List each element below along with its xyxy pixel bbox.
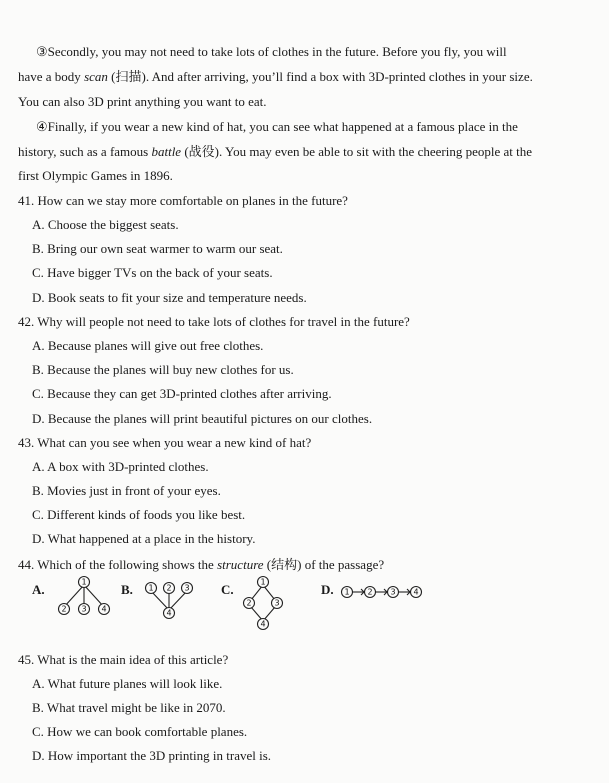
question-45-stem: 45. What is the main idea of this article? bbox=[18, 652, 229, 667]
keyword-scan: scan bbox=[84, 69, 108, 84]
question-41-option-a[interactable]: A. Choose the biggest seats. bbox=[32, 217, 179, 232]
passage-p3-line3: You can also 3D print anything you want to eat. bbox=[18, 94, 267, 109]
svg-text:3: 3 bbox=[390, 587, 396, 597]
question-43-option-c[interactable]: C. Different kinds of foods you like best. bbox=[32, 507, 246, 522]
passage-p3-line2: have a body scan (扫描). And after arriving, you’ll find a box with 3D-printed clothes in your size. bbox=[18, 69, 533, 84]
question-44-option-a[interactable]: A. bbox=[32, 582, 45, 597]
svg-text:2: 2 bbox=[61, 604, 67, 614]
passage-p3-line1: ③Secondly, you may not need to take lots of clothes in the future. Before you fly, you will bbox=[36, 44, 507, 59]
question-45-option-a[interactable]: A. What future planes will look like. bbox=[32, 676, 223, 691]
svg-text:1: 1 bbox=[81, 577, 87, 587]
svg-text:2: 2 bbox=[246, 598, 252, 608]
passage-p4-line2: history, such as a famous battle (战役). You may even be able to sit with the cheering people at the bbox=[18, 144, 532, 159]
svg-text:1: 1 bbox=[260, 577, 266, 587]
svg-text:4: 4 bbox=[413, 587, 419, 597]
question-43-option-b[interactable]: B. Movies just in front of your eyes. bbox=[32, 483, 221, 498]
question-41-option-c[interactable]: C. Have bigger TVs on the back of your seats. bbox=[32, 265, 273, 280]
structure-diagram-c bbox=[238, 574, 288, 632]
question-42-option-c[interactable]: C. Because they can get 3D-printed clothes after arriving. bbox=[32, 386, 332, 401]
question-42-option-b[interactable]: B. Because the planes will buy new clothes for us. bbox=[32, 362, 294, 377]
structure-diagram-d bbox=[340, 582, 424, 602]
question-41-stem: 41. How can we stay more comfortable on planes in the future? bbox=[18, 193, 348, 208]
question-42-option-d[interactable]: D. Because the planes will print beautiful pictures on our clothes. bbox=[32, 411, 373, 426]
svg-text:2: 2 bbox=[166, 583, 172, 593]
question-44-option-b[interactable]: B. bbox=[121, 582, 133, 597]
svg-text:4: 4 bbox=[260, 619, 266, 629]
svg-text:3: 3 bbox=[184, 583, 190, 593]
svg-text:4: 4 bbox=[101, 604, 107, 614]
question-41-option-d[interactable]: D. Book seats to fit your size and temperature needs. bbox=[32, 290, 307, 305]
structure-diagram-a bbox=[52, 574, 112, 620]
question-42-option-a[interactable]: A. Because planes will give out free clothes. bbox=[32, 338, 264, 353]
svg-text:4: 4 bbox=[166, 608, 172, 618]
question-45-option-d[interactable]: D. How important the 3D printing in travel is. bbox=[32, 748, 272, 763]
question-41-option-b[interactable]: B. Bring our own seat warmer to warm our seat. bbox=[32, 241, 283, 256]
question-45-option-c[interactable]: C. How we can book comfortable planes. bbox=[32, 724, 248, 739]
svg-text:1: 1 bbox=[344, 587, 350, 597]
svg-text:2: 2 bbox=[367, 587, 373, 597]
question-44-option-c[interactable]: C. bbox=[221, 582, 234, 597]
question-45-option-b[interactable]: B. What travel might be like in 2070. bbox=[32, 700, 226, 715]
svg-text:3: 3 bbox=[81, 604, 87, 614]
keyword-battle: battle bbox=[151, 144, 182, 159]
passage-p4-line3: first Olympic Games in 1896. bbox=[18, 168, 173, 183]
passage-p4-line1: ④Finally, if you wear a new kind of hat, you can see what happened at a famous place in the bbox=[36, 119, 518, 134]
question-42-stem: 42. Why will people not need to take lots of clothes for travel in the future? bbox=[18, 314, 410, 329]
svg-text:1: 1 bbox=[148, 583, 154, 593]
structure-diagram-b bbox=[140, 580, 200, 626]
question-44-option-d[interactable]: D. bbox=[321, 582, 334, 597]
question-43-option-a[interactable]: A. A box with 3D-printed clothes. bbox=[32, 459, 209, 474]
question-44-stem: 44. Which of the following shows the structure (结构) of the passage? bbox=[18, 557, 385, 572]
keyword-structure: structure bbox=[217, 557, 264, 572]
question-43-stem: 43. What can you see when you wear a new kind of hat? bbox=[18, 435, 312, 450]
svg-text:3: 3 bbox=[274, 598, 280, 608]
question-43-option-d[interactable]: D. What happened at a place in the history. bbox=[32, 531, 256, 546]
